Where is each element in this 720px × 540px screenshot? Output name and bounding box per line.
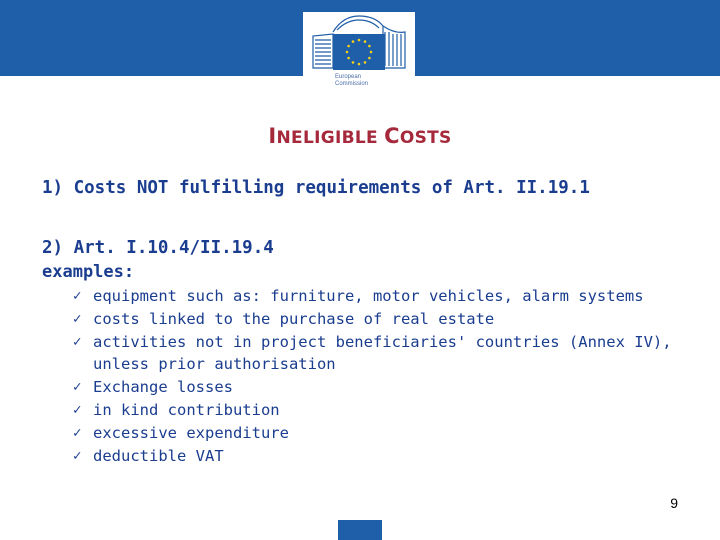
list-item-text: activities not in project beneficiaries' countries (Annex IV), unless prior authorisation [93, 333, 672, 373]
logo-wordmark [335, 74, 405, 88]
list-item [73, 446, 673, 468]
checkmark-icon: ✓ [73, 401, 82, 418]
list-item-text: Exchange losses [93, 377, 233, 396]
checkmark-icon: ✓ [73, 288, 82, 304]
logo-line-2: Commission [335, 81, 369, 87]
title-initial-1: I [268, 124, 277, 148]
checkmark-icon: ✓ [73, 447, 82, 464]
list-item [73, 332, 673, 375]
point-1: 1) Costs NOT fulfilling requirements of Art. II.19.1 [42, 178, 590, 198]
checkmark-icon: ✓ [73, 311, 82, 327]
page-number: 9 [670, 495, 678, 511]
examples-list [73, 286, 673, 469]
list-item-text: equipment such as: furniture, motor vehicles, alarm systems [93, 287, 644, 305]
page-title [0, 124, 720, 148]
footer-bar [338, 520, 382, 540]
list-item [73, 377, 673, 399]
point-2: 2) Art. I.10.4/II.19.4 [42, 238, 274, 258]
title-rest-2: OSTS [399, 128, 452, 148]
list-item-text: deductible VAT [93, 446, 224, 465]
list-item [73, 423, 673, 445]
logo-line-1: European [335, 74, 362, 80]
title-rest-1: NELIGIBLE [276, 128, 385, 148]
list-item-text: excessive expenditure [93, 423, 289, 442]
checkmark-icon: ✓ [73, 378, 82, 395]
list-item-text: in kind contribution [93, 400, 280, 419]
list-item [73, 309, 673, 331]
list-item-text: costs linked to the purchase of real estate [93, 310, 495, 328]
checkmark-icon: ✓ [73, 334, 82, 350]
list-item [73, 400, 673, 422]
european-commission-logo [303, 12, 415, 100]
title-initial-2: C [384, 124, 400, 148]
checkmark-icon: ✓ [73, 424, 82, 441]
examples-label: examples: [42, 262, 135, 282]
list-item [73, 286, 673, 308]
